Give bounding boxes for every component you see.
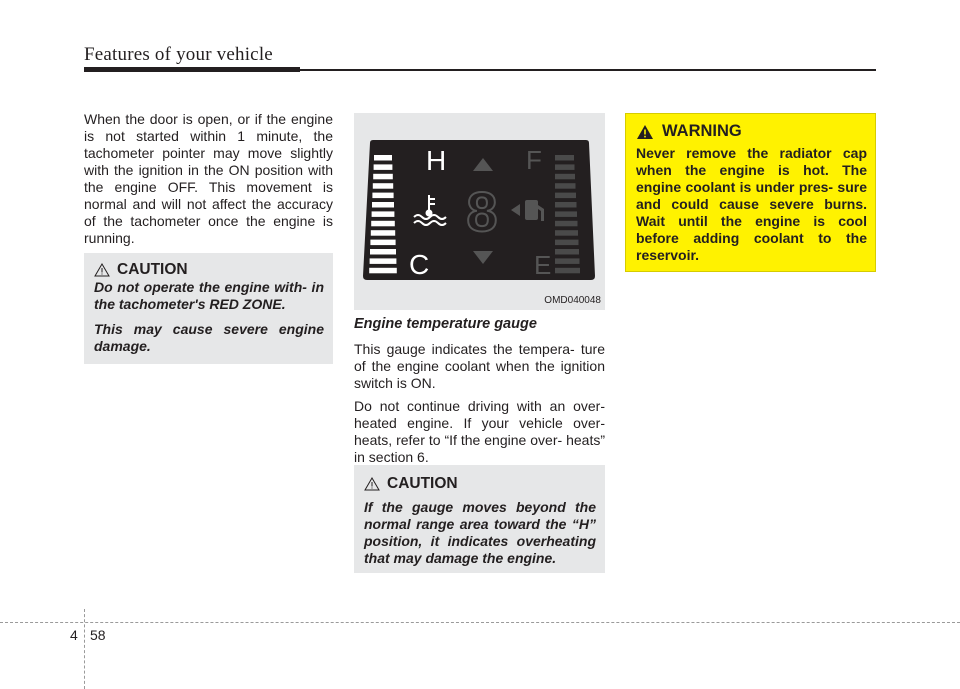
gauge-description: [354, 341, 605, 472]
temperature-fuel-gauge-illustration: [354, 113, 605, 310]
caution-box-gauge: [354, 465, 605, 573]
fuel-segment: [555, 230, 578, 236]
fuel-segment: [555, 240, 579, 246]
caution-title-text: CAUTION: [387, 475, 458, 492]
temperature-segment: [373, 183, 393, 189]
warning-triangle-icon: [636, 124, 654, 140]
caution-text: If the gauge moves beyond the normal range area toward the “H” position, it indicates overheating that may damage the engine.: [364, 499, 596, 566]
fuel-segment: [555, 221, 578, 227]
temperature-segment: [373, 174, 393, 180]
temperature-segment: [369, 268, 397, 274]
temperature-segment: [372, 211, 395, 217]
caution-title: [94, 261, 324, 279]
page-header-title: Features of your vehicle: [84, 44, 273, 65]
temperature-segment: [374, 164, 393, 170]
fuel-segment: [555, 268, 580, 274]
warning-text: Never remove the radiator cap when the engine is hot. The engine coolant is under pres- sure and could cause severe burns. Wait until the engine is cool before adding coolant to the reservoir.: [636, 145, 867, 263]
figure-code: OMD040048: [544, 295, 601, 306]
gauge-label-f: F: [526, 145, 542, 175]
temperature-segment: [371, 230, 395, 236]
warning-box: [625, 113, 876, 272]
gauge-label-c: C: [409, 249, 430, 280]
gauge-paragraph: This gauge indicates the tempera- ture of the engine coolant when the ignition switch is ON.: [354, 341, 605, 391]
temperature-segment: [370, 258, 397, 264]
temperature-segment: [372, 193, 393, 199]
temperature-segment: [372, 202, 394, 208]
caution-title-text: CAUTION: [117, 261, 188, 278]
section-heading: Engine temperature gauge: [354, 316, 537, 332]
caution-line: Do not operate the engine with- in the tachometer's RED ZONE.: [94, 279, 324, 312]
svg-text:8: 8: [466, 180, 498, 243]
warning-title: [636, 122, 867, 141]
fuel-segment: [555, 211, 577, 217]
fuel-segment: [555, 155, 574, 161]
temperature-segment: [370, 240, 395, 246]
section-number: 4: [70, 627, 78, 643]
tachometer-paragraph: When the door is open, or if the engine is not started within 1 minute, the tachometer pointer may move slightly with the ignition in the ON position with the engine OFF. This movement is normal and will not affect the accuracy of the tachometer once the engine is running.: [84, 111, 333, 246]
gauge-paragraph: Do not continue driving with an over- heated engine. If your vehicle over- heats, refer to “If the engine over- heats” in section 6.: [354, 398, 605, 465]
header-bar: [84, 67, 300, 72]
fuel-segment: [555, 164, 575, 170]
footer-vertical-divider: [84, 609, 85, 689]
fuel-segment: [555, 249, 579, 255]
fuel-segment: [555, 174, 575, 180]
gauge-label-e: E: [534, 250, 552, 280]
temperature-segment: [371, 221, 395, 227]
temperature-segment: [370, 249, 396, 255]
caution-triangle-icon: [94, 263, 110, 277]
fuel-segment: [555, 183, 576, 189]
fuel-segment: [555, 258, 580, 264]
caution-line: This may cause severe engine damage.: [94, 321, 324, 354]
caution-title: [364, 475, 596, 493]
footer-divider: [0, 622, 960, 623]
warning-title-text: WARNING: [662, 122, 742, 140]
fuel-segment: [555, 193, 576, 199]
page-number: 58: [90, 627, 106, 643]
gauge-figure: [354, 113, 605, 310]
gauge-label-h: H: [426, 145, 447, 176]
caution-triangle-icon: [364, 477, 380, 491]
fuel-segment: [555, 202, 577, 208]
caution-box-tachometer: [84, 253, 333, 364]
temperature-segment: [374, 155, 392, 161]
